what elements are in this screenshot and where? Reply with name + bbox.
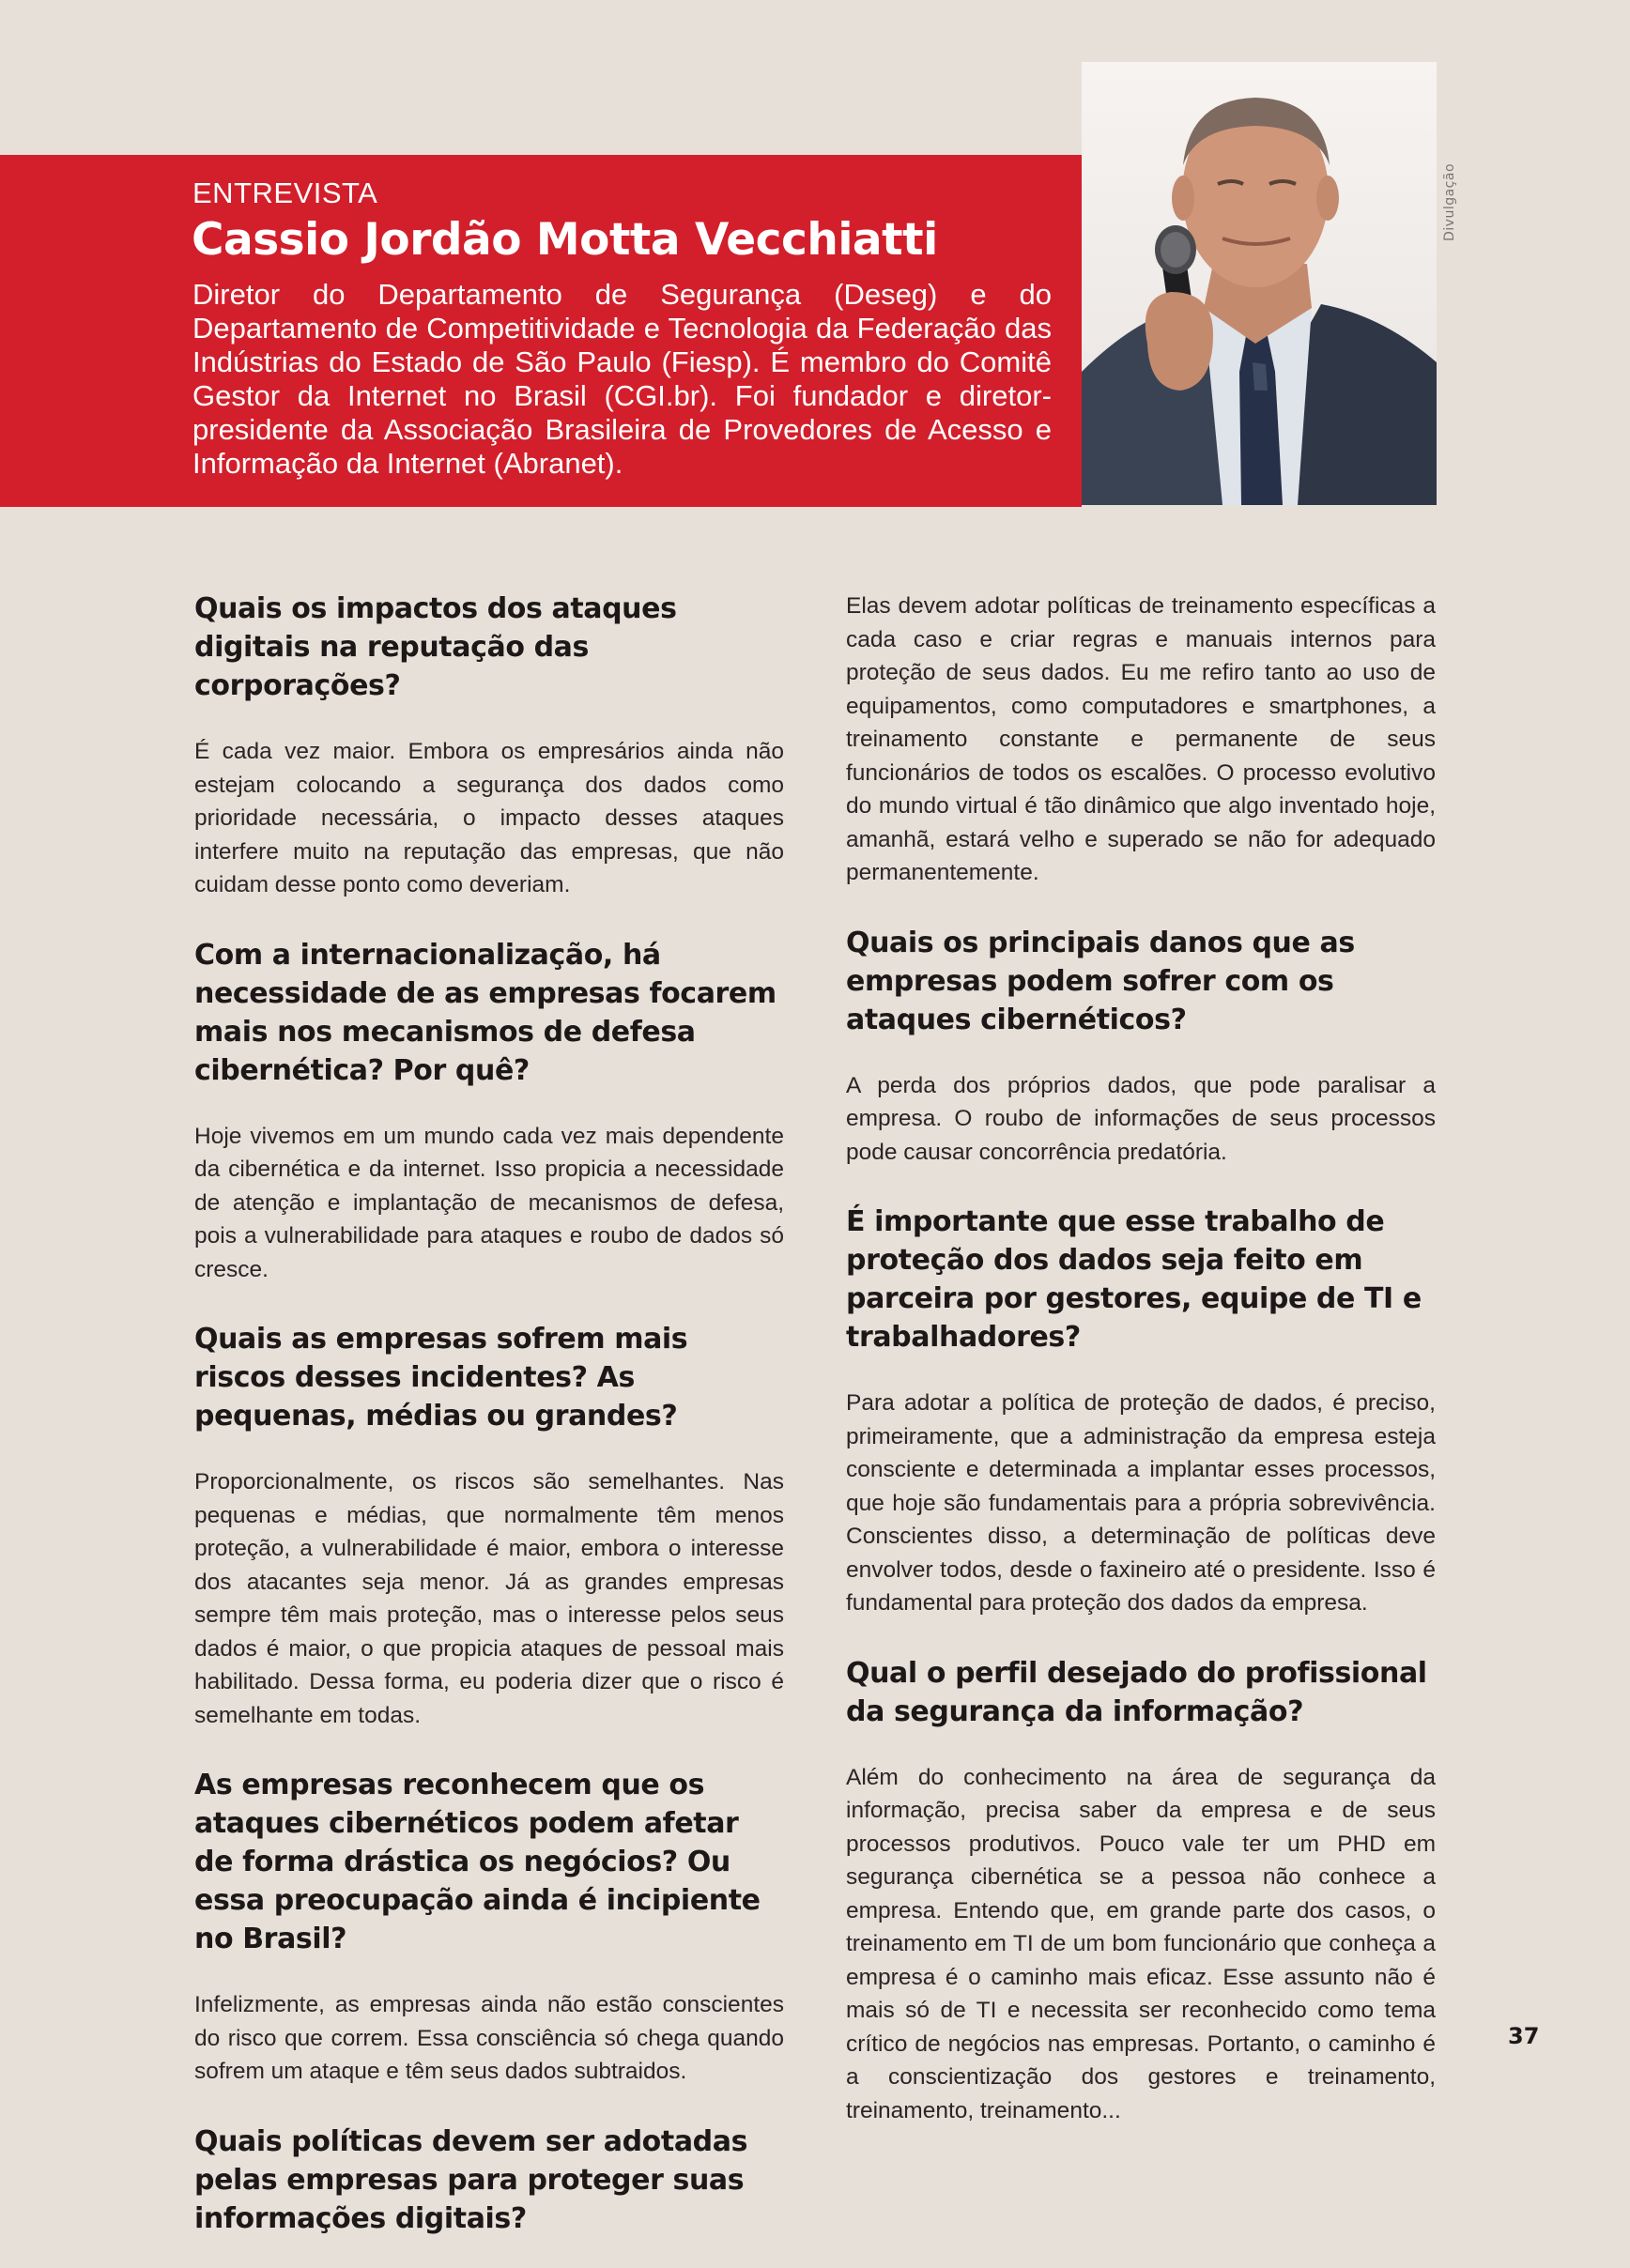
portrait-illustration (1082, 62, 1437, 505)
question-3: Quais as empresas sofrem mais riscos desses incidentes? As pequenas, médias ou grandes? (194, 1323, 688, 1433)
answer-1: É cada vez maior. Embora os empresários ainda não estejam colocando a segurança dos dados como prioridade necessária, o impacto desses ataques interfere muito na reputação das empresas, que não cuidam desse ponto como deveriam. (194, 739, 784, 897)
interviewee-name: Cassio Jordão Motta Vecchiatti (192, 214, 938, 266)
answer-6: A perda dos próprios dados, que pode paralisar a empresa. O roubo de informações de seus processos pode causar concorrência predatória. (846, 1072, 1436, 1165)
interviewee-bio: Diretor do Departamento de Segurança (Deseg) e do Departamento de Competitividade e Tecnologia da Federação das Indústrias do Estado de São Paulo (Fiesp). É membro do Comitê Gestor da Internet no Brasil (CGI.br). Foi fundador e diretor-presidente da Associação Brasileira de Provedores de Acesso e Informação da Internet (Abranet). (192, 278, 1052, 480)
answer-5: Elas devem adotar políticas de treinamento específicas a cada caso e criar regras e manuais internos para proteção de seus dados. Eu me refiro tanto ao uso de equipamentos, como computadores e smartphones, a treinamento constante e permanente de seus funcionários de todos os escalões. O processo evolutivo do mundo virtual é tão dinâmico que algo inventado hoje, amanhã, estará velho e superado se não for adequado permanentemente. (846, 593, 1436, 885)
question-1: Quais os impactos dos ataques digitais na reputação das corporações? (194, 592, 677, 702)
question-6: Quais os principais danos que as empresas podem sofrer com os ataques cibernéticos? (846, 926, 1355, 1036)
left-column (194, 590, 784, 2268)
question-2: Com a internacionalização, há necessidade de as empresas focarem mais nos mecanismos de defesa cibernética? Por quê? (194, 938, 777, 1087)
question-7: É importante que esse trabalho de proteção dos dados seja feito em parceira por gestores, equipe de TI e trabalhadores? (846, 1205, 1422, 1354)
answer-3: Proporcionalmente, os riscos são semelhantes. Nas pequenas e médias, que normalmente têm menos proteção, a vulnerabilidade é maior, embora o interesse dos atacantes seja menor. Já as grandes empresas sempre têm mais proteção, mas o interesse pelos seus dados é maior, o que propicia ataques de pessoal mais habilitado. Dessa forma, eu poderia dizer que o risco é semelhante em todas. (194, 1469, 784, 1728)
page-number: 37 (1508, 2023, 1540, 2049)
right-column (846, 590, 1436, 2161)
question-8: Qual o perfil desejado do profissional da segurança da informação? (846, 1656, 1427, 1728)
answer-4: Infelizmente, as empresas ainda não estão conscientes do risco que correm. Essa consciência só chega quando sofrem um ataque e têm seus dados subtraidos. (194, 1992, 784, 2084)
answer-7: Para adotar a política de proteção de dados, é preciso, primeiramente, que a administração da empresa esteja consciente e determinada a implantar esses processos, que hoje são fundamentais para a própria sobrevivência. Conscientes disso, a determinação de políticas deve envolver todos, desde o faxineiro até o presidente. Isso é fundamental para proteção dos dados da empresa. (846, 1390, 1436, 1616)
question-5: Quais políticas devem ser adotadas pelas empresas para proteger suas informações digitais? (194, 2124, 748, 2235)
answer-2: Hoje vivemos em um mundo cada vez mais dependente da cibernética e da internet. Isso propicia a necessidade de atenção e implantação de mecanismos de defesa, pois a vulnerabilidade para ataques e roubo de dados só cresce. (194, 1123, 784, 1282)
photo-credit: Divulgação (1442, 162, 1457, 241)
question-4: As empresas reconhecem que os ataques cibernéticos podem afetar de forma drástica os negócios? Ou essa preocupação ainda é incipiente no Brasil? (194, 1769, 761, 1955)
section-kicker: ENTREVISTA (192, 176, 378, 209)
answer-8: Além do conhecimento na área de segurança da informação, precisa saber da empresa e de seus processos produtivos. Pouco vale ter um PHD em segurança cibernética se a pessoa não conhece a empresa. Entendo que, em grande parte dos casos, o treinamento em TI de um bom funcionário que conheça a empresa é o caminho mais eficaz. Esse assunto não é mais só de TI e necessita ser reconhecido como tema crítico de negócios nas empresas. Portanto, o caminho é a conscientização dos gestores e treinamento, treinamento, treinamento... (846, 1764, 1436, 2123)
interviewee-photo (1082, 62, 1437, 505)
